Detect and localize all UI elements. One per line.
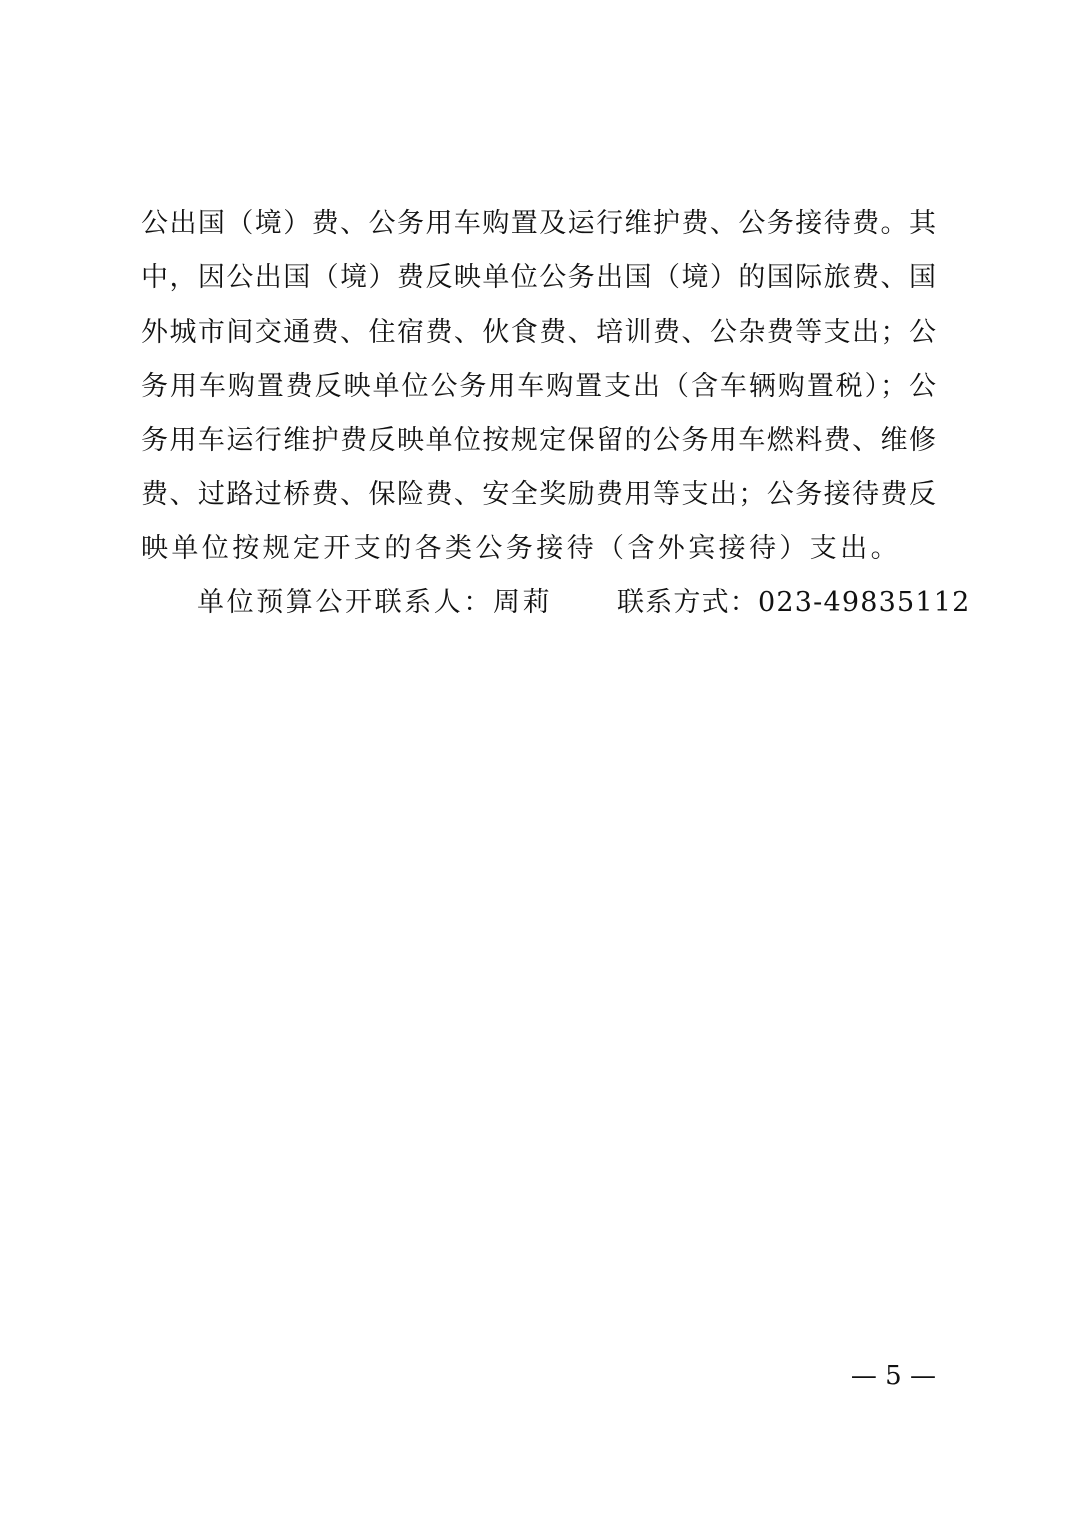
body-line-3: 外城市间交通费、住宿费、伙食费、培训费、公杂费等支出；公	[141, 317, 936, 348]
contact-person: 单位预算公开联系人：周莉	[197, 587, 553, 618]
body-line-1: 公出国（境）费、公务用车购置及运行维护费、公务接待费。其	[141, 208, 936, 239]
contact-row	[197, 583, 971, 623]
contact-phone: 联系方式：023-49835112	[617, 587, 971, 618]
body-line-2: 中，因公出国（境）费反映单位公务出国（境）的国际旅费、国	[141, 262, 936, 293]
body-line-7: 映单位按规定开支的各类公务接待（含外宾接待）支出。	[141, 533, 901, 564]
body-line-6: 费、过路过桥费、保险费、安全奖励费用等支出；公务接待费反	[141, 479, 936, 510]
body-line-5: 务用车运行维护费反映单位按规定保留的公务用车燃料费、维修	[141, 425, 936, 456]
page-number: — 5 —	[850, 1361, 936, 1391]
body-line-4: 务用车购置费反映单位公务用车购置支出（含车辆购置税）；公	[141, 371, 936, 402]
